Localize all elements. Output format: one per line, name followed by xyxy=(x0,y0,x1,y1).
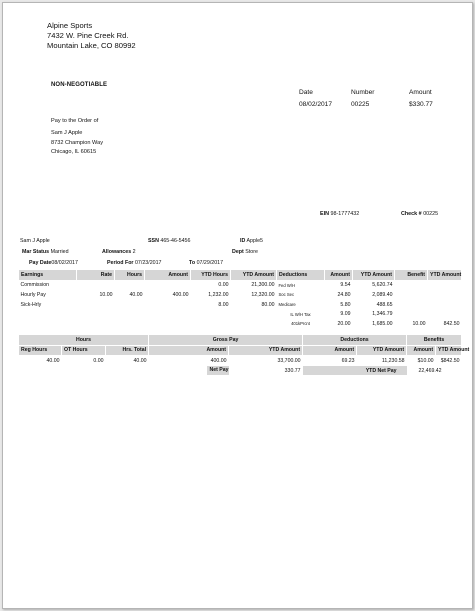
benefit-amount xyxy=(395,280,428,290)
earning-ytd-hours: 0.00 xyxy=(218,282,229,289)
pay-date-value: 08/02/2017 xyxy=(51,260,78,266)
deduct-ytd: 11,230.58 xyxy=(381,357,405,364)
deduction-name: IL W/H Tax xyxy=(290,311,311,317)
earning-name: Hourly Pay xyxy=(20,291,46,298)
period-to-value: 07/29/2017 xyxy=(196,260,224,266)
period-to-label: To xyxy=(189,260,196,266)
mar-status-label: Mar Status xyxy=(22,249,50,255)
dept-label: Dept xyxy=(232,249,244,255)
summary-table xyxy=(18,334,470,375)
col-ot-hours: OT Hours xyxy=(62,345,106,356)
earning-rate xyxy=(77,309,115,319)
earning-ytd-amount xyxy=(231,319,277,329)
ein-value: 98-1777432 xyxy=(330,211,360,217)
earning-name xyxy=(19,319,77,329)
deduction-ytd: 1,346.79 xyxy=(372,311,393,318)
pay-date-label: Pay Date xyxy=(29,260,52,266)
payee-name: Sam J Apple xyxy=(51,130,83,136)
dept-value: Store xyxy=(245,249,258,255)
ein xyxy=(320,211,359,217)
benefit-ytd xyxy=(428,280,462,290)
col-ytd-amount: YTD Amount xyxy=(231,270,277,281)
deduct-amount: 69.23 xyxy=(341,357,355,364)
gross-ytd: 33,700.00 xyxy=(277,357,301,364)
allowances-value: 2 xyxy=(132,249,136,255)
benefit-amount xyxy=(395,309,428,319)
check-date: 08/02/2017 xyxy=(299,101,333,108)
benefit-ytd: 842.50 xyxy=(443,320,460,327)
col-deductions: Deductions xyxy=(277,270,325,281)
deduction-ytd: 1,685.00 xyxy=(372,320,393,327)
deduction-ytd: 5,620.74 xyxy=(372,282,393,289)
col-benefit-ytd: YTD Amount xyxy=(428,270,462,281)
period-for-field xyxy=(107,260,162,266)
group-benefits: Benefits xyxy=(407,335,462,346)
col-amount: Amount xyxy=(145,270,191,281)
earning-hours xyxy=(115,319,145,329)
deduction-name: Soc Sec xyxy=(278,292,295,298)
table-row xyxy=(19,319,462,329)
ot-hours: 0.00 xyxy=(93,357,104,364)
table-row xyxy=(19,309,462,319)
earning-amount: 400.00 xyxy=(172,291,189,298)
amount-label: Amount xyxy=(409,89,432,96)
col-benefit-amount: Amount xyxy=(407,345,436,356)
benefit-amount xyxy=(395,290,428,300)
deduction-amount: 9.54 xyxy=(340,282,351,289)
ssn-value: 465-46-5456 xyxy=(160,238,191,244)
allowances-label: Allowances xyxy=(102,249,132,255)
earning-rate xyxy=(77,280,115,290)
payee-city: Chicago, IL 60615 xyxy=(51,149,97,155)
check-number: 00225 xyxy=(351,101,370,108)
col-deduction-ytd: YTD Amount xyxy=(353,270,395,281)
deduction-ytd: 488.65 xyxy=(376,301,393,308)
deduction-amount: 24.80 xyxy=(337,291,351,298)
col-gross-amount: Amount xyxy=(149,345,229,356)
summary-values-row xyxy=(19,356,462,366)
number-label: Number xyxy=(351,89,375,96)
deduction-amount: 9.09 xyxy=(340,311,351,318)
payee-street: 8732 Champion Way xyxy=(51,139,104,146)
earning-rate xyxy=(77,319,115,329)
earning-ytd-amount: 12,320.00 xyxy=(251,291,275,298)
summary-header-row xyxy=(19,345,462,356)
net-pay-value: 330.77 xyxy=(284,367,301,374)
earning-rate: 10.00 xyxy=(99,291,113,298)
id-value: Apple5 xyxy=(246,238,263,244)
benefit-ytd xyxy=(428,300,462,310)
date-label: Date xyxy=(299,89,313,96)
pay-stub-page xyxy=(2,2,473,609)
col-rate: Rate xyxy=(77,270,115,281)
deduction-amount: 20.00 xyxy=(337,320,351,327)
earning-amount xyxy=(145,280,191,290)
gross-amount: 400.00 xyxy=(210,357,227,364)
ytd-net-pay-value: 22,469.42 xyxy=(418,367,442,374)
col-hrs-total: Hrs. Total xyxy=(106,345,149,356)
dept-field xyxy=(232,249,258,255)
earning-ytd-amount: 21,300.00 xyxy=(251,282,275,289)
earning-ytd-amount xyxy=(231,309,277,319)
earning-ytd-hours: 1,232.00 xyxy=(208,291,229,298)
earning-hours xyxy=(115,300,145,310)
check-number-block xyxy=(401,211,438,217)
col-ytd-hours: YTD Hours xyxy=(191,270,231,281)
period-from-value: 07/23/2017 xyxy=(134,260,162,266)
deduction-name: Medicare xyxy=(278,302,296,308)
check-number-value: 00225 xyxy=(423,211,439,217)
period-to-field xyxy=(189,260,223,266)
earning-amount xyxy=(145,309,191,319)
deduction-amount: 5.80 xyxy=(340,301,351,308)
earning-ytd-amount: 80.00 xyxy=(261,301,275,308)
earning-hours xyxy=(115,309,145,319)
ssn-field xyxy=(148,238,190,244)
allowances-field xyxy=(102,249,136,255)
pay-to-label: Pay to the Order of xyxy=(51,118,99,124)
id-field xyxy=(240,238,263,244)
table-row xyxy=(19,290,462,300)
benefit-amount xyxy=(395,300,428,310)
benefit-ytd xyxy=(428,309,462,319)
pay-date-field xyxy=(29,260,78,266)
hrs-total: 40.00 xyxy=(133,357,147,364)
id-label: ID xyxy=(240,238,246,244)
group-gross-pay: Gross Pay xyxy=(149,335,303,346)
period-for-label: Period For xyxy=(107,260,134,266)
earning-amount xyxy=(145,300,191,310)
benefit-ytd-total: $842.50 xyxy=(440,357,460,364)
col-deduction-amount: Amount xyxy=(325,270,353,281)
payee-address-block xyxy=(51,129,103,158)
net-pay-label: Net Pay xyxy=(207,366,229,376)
deduction-ytd: 2,089.40 xyxy=(372,291,393,298)
ein-label: EIN xyxy=(320,211,329,217)
summary-group-header-row xyxy=(19,335,462,346)
table-row xyxy=(19,300,462,310)
earning-hours xyxy=(115,280,145,290)
employee-name: Sam J Apple xyxy=(20,238,50,244)
table-header-row xyxy=(19,270,462,281)
benefit-amount-total: $10.00 xyxy=(417,357,434,364)
earning-ytd-hours xyxy=(191,309,231,319)
net-pay-row xyxy=(19,366,462,376)
earning-rate xyxy=(77,300,115,310)
earning-name xyxy=(19,309,77,319)
company-address-block xyxy=(47,21,136,51)
earning-ytd-hours xyxy=(191,319,231,329)
col-benefit: Benefit xyxy=(395,270,428,281)
earning-name: Sick-Hrly xyxy=(20,301,42,308)
earnings-deductions-table xyxy=(18,269,462,329)
ytd-net-pay-label: YTD Net Pay xyxy=(303,366,407,376)
col-hours: Hours xyxy=(115,270,145,281)
earning-hours: 40.00 xyxy=(129,291,143,298)
reg-hours: 40.00 xyxy=(46,357,60,364)
earning-amount xyxy=(145,319,191,329)
group-deductions: Deductions xyxy=(303,335,407,346)
company-city: Mountain Lake, CO 80992 xyxy=(47,41,136,50)
benefit-ytd xyxy=(428,290,462,300)
company-street: 7432 W. Pine Creek Rd. xyxy=(47,31,129,40)
col-deduct-amount: Amount xyxy=(303,345,357,356)
deduction-name: 401kPrcnt xyxy=(291,321,310,327)
company-name: Alpine Sports xyxy=(47,21,93,30)
col-earnings: Earnings xyxy=(19,270,77,281)
mar-status-value: Married xyxy=(50,249,69,255)
check-number-label: Check # xyxy=(401,211,422,217)
benefit-amount: 10.00 xyxy=(412,320,426,327)
earning-name: Commission xyxy=(20,282,50,289)
col-deduct-ytd: YTD Amount xyxy=(357,345,407,356)
col-reg-hours: Reg Hours xyxy=(19,345,62,356)
check-amount: $330.77 xyxy=(409,101,433,108)
non-negotiable-label: NON-NEGOTIABLE xyxy=(51,82,108,88)
earning-ytd-hours: 8.00 xyxy=(218,301,229,308)
mar-status-field xyxy=(22,249,69,255)
group-hours: Hours xyxy=(19,335,149,346)
col-gross-ytd: YTD Amount xyxy=(229,345,303,356)
table-row xyxy=(19,280,462,290)
ssn-label: SSN xyxy=(148,238,159,244)
col-benefit-ytd: YTD Amount xyxy=(436,345,462,356)
deduction-name: Fed W/H xyxy=(278,282,296,288)
